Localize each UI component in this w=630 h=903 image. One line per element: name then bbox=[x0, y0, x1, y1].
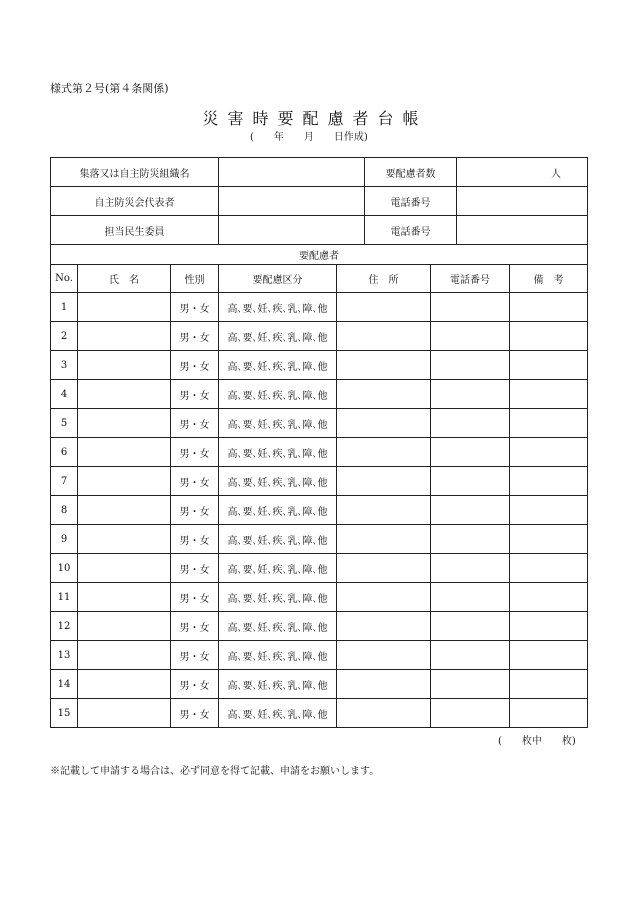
row-no: 12 bbox=[51, 612, 78, 641]
row-no: 10 bbox=[51, 554, 78, 583]
consent-note: ※記載して申請する場合は、必ず同意を得て記載、申請をお願いします。 bbox=[50, 766, 380, 777]
row-category-option[interactable]: 高､要､妊､疾､乳､障､他 bbox=[219, 351, 337, 380]
col-sex: 性別 bbox=[171, 265, 219, 293]
col-address: 住 所 bbox=[337, 265, 431, 293]
page-title: 災害時要配慮者台帳 bbox=[202, 109, 428, 128]
row-address-field[interactable] bbox=[337, 293, 431, 322]
table-row bbox=[51, 293, 588, 322]
row-remarks-field[interactable] bbox=[510, 293, 588, 322]
table-row bbox=[51, 583, 588, 612]
row-remarks-field[interactable] bbox=[510, 612, 588, 641]
table-row bbox=[51, 699, 588, 728]
row-phone-field[interactable] bbox=[431, 525, 510, 554]
row-phone-field[interactable] bbox=[431, 641, 510, 670]
row-address-field[interactable] bbox=[337, 670, 431, 699]
row-category-option[interactable]: 高､要､妊､疾､乳､障､他 bbox=[219, 409, 337, 438]
row-sex-option[interactable]: 男・女 bbox=[171, 438, 219, 467]
section-header-row bbox=[51, 245, 588, 265]
table-row bbox=[51, 554, 588, 583]
table-row bbox=[51, 467, 588, 496]
row-name-field[interactable] bbox=[78, 293, 171, 322]
row-remarks-field[interactable] bbox=[510, 554, 588, 583]
row-address-field[interactable] bbox=[337, 554, 431, 583]
header-row-commissioner bbox=[51, 216, 588, 245]
row-sex-option[interactable]: 男・女 bbox=[171, 293, 219, 322]
created-date: ( 年 月 日作成) bbox=[250, 132, 368, 143]
row-address-field[interactable] bbox=[337, 351, 431, 380]
row-phone-field[interactable] bbox=[431, 467, 510, 496]
row-remarks-field[interactable] bbox=[510, 351, 588, 380]
row-address-field[interactable] bbox=[337, 641, 431, 670]
row-name-field[interactable] bbox=[78, 380, 171, 409]
row-no: 2 bbox=[51, 322, 78, 351]
rep-phone-field[interactable] bbox=[457, 187, 588, 216]
row-remarks-field[interactable] bbox=[510, 438, 588, 467]
row-address-field[interactable] bbox=[337, 409, 431, 438]
row-remarks-field[interactable] bbox=[510, 670, 588, 699]
row-sex-option[interactable]: 男・女 bbox=[171, 322, 219, 351]
count-unit: 人 bbox=[551, 168, 561, 180]
row-no: 13 bbox=[51, 641, 78, 670]
row-name-field[interactable] bbox=[78, 322, 171, 351]
row-remarks-field[interactable] bbox=[510, 322, 588, 351]
commissioner-field[interactable] bbox=[219, 216, 365, 245]
rows-body bbox=[51, 293, 588, 728]
row-phone-field[interactable] bbox=[431, 496, 510, 525]
col-phone: 電話番号 bbox=[431, 265, 510, 293]
row-name-field[interactable] bbox=[78, 351, 171, 380]
row-phone-field[interactable] bbox=[431, 293, 510, 322]
rep-label: 自主防災会代表者 bbox=[51, 187, 219, 216]
row-no: 5 bbox=[51, 409, 78, 438]
count-label: 要配慮者数 bbox=[365, 158, 457, 187]
row-no: 6 bbox=[51, 438, 78, 467]
table-row bbox=[51, 670, 588, 699]
row-sex-option[interactable]: 男・女 bbox=[171, 409, 219, 438]
row-address-field[interactable] bbox=[337, 496, 431, 525]
commissioner-phone-label: 電話番号 bbox=[365, 216, 457, 245]
row-phone-field[interactable] bbox=[431, 409, 510, 438]
row-remarks-field[interactable] bbox=[510, 641, 588, 670]
row-address-field[interactable] bbox=[337, 467, 431, 496]
row-category-option[interactable]: 高､要､妊､疾､乳､障､他 bbox=[219, 670, 337, 699]
row-name-field[interactable] bbox=[78, 525, 171, 554]
row-category-option[interactable]: 高､要､妊､疾､乳､障､他 bbox=[219, 554, 337, 583]
header-row-representative bbox=[51, 187, 588, 216]
column-header-row bbox=[51, 265, 588, 293]
table-row bbox=[51, 612, 588, 641]
row-sex-option[interactable]: 男・女 bbox=[171, 467, 219, 496]
row-no: 8 bbox=[51, 496, 78, 525]
row-name-field[interactable] bbox=[78, 583, 171, 612]
row-category-option[interactable]: 高､要､妊､疾､乳､障､他 bbox=[219, 380, 337, 409]
table-row bbox=[51, 525, 588, 554]
row-sex-option[interactable]: 男・女 bbox=[171, 670, 219, 699]
row-phone-field[interactable] bbox=[431, 554, 510, 583]
table-row bbox=[51, 380, 588, 409]
row-phone-field[interactable] bbox=[431, 583, 510, 612]
rep-phone-label: 電話番号 bbox=[365, 187, 457, 216]
header-table bbox=[50, 157, 588, 245]
row-name-field[interactable] bbox=[78, 554, 171, 583]
commissioner-label: 担当民生委員 bbox=[51, 216, 219, 245]
row-sex-option[interactable]: 男・女 bbox=[171, 583, 219, 612]
row-phone-field[interactable] bbox=[431, 670, 510, 699]
row-name-field[interactable] bbox=[78, 409, 171, 438]
row-name-field[interactable] bbox=[78, 641, 171, 670]
row-category-option[interactable]: 高､要､妊､疾､乳､障､他 bbox=[219, 293, 337, 322]
rep-field[interactable] bbox=[219, 187, 365, 216]
sheet-count: ( 枚中 枚) bbox=[498, 736, 576, 747]
row-phone-field[interactable] bbox=[431, 351, 510, 380]
row-name-field[interactable] bbox=[78, 438, 171, 467]
row-name-field[interactable] bbox=[78, 699, 171, 728]
row-address-field[interactable] bbox=[337, 438, 431, 467]
row-sex-option[interactable]: 男・女 bbox=[171, 699, 219, 728]
col-remarks: 備 考 bbox=[510, 265, 588, 293]
row-address-field[interactable] bbox=[337, 583, 431, 612]
row-category-option[interactable]: 高､要､妊､疾､乳､障､他 bbox=[219, 525, 337, 554]
row-no: 9 bbox=[51, 525, 78, 554]
row-no: 4 bbox=[51, 380, 78, 409]
form-number: 様式第２号(第４条関係) bbox=[50, 82, 169, 95]
row-phone-field[interactable] bbox=[431, 438, 510, 467]
row-address-field[interactable] bbox=[337, 612, 431, 641]
row-category-option[interactable]: 高､要､妊､疾､乳､障､他 bbox=[219, 699, 337, 728]
row-name-field[interactable] bbox=[78, 612, 171, 641]
table-row bbox=[51, 438, 588, 467]
row-remarks-field[interactable] bbox=[510, 583, 588, 612]
row-phone-field[interactable] bbox=[431, 699, 510, 728]
table-row bbox=[51, 496, 588, 525]
row-no: 14 bbox=[51, 670, 78, 699]
count-field[interactable] bbox=[457, 158, 588, 187]
row-category-option[interactable]: 高､要､妊､疾､乳､障､他 bbox=[219, 322, 337, 351]
row-remarks-field[interactable] bbox=[510, 409, 588, 438]
row-remarks-field[interactable] bbox=[510, 380, 588, 409]
org-label: 集落又は自主防災組織名 bbox=[51, 158, 219, 187]
row-sex-option[interactable]: 男・女 bbox=[171, 554, 219, 583]
col-no: No. bbox=[51, 265, 78, 293]
row-no: 1 bbox=[51, 293, 78, 322]
row-category-option[interactable]: 高､要､妊､疾､乳､障､他 bbox=[219, 438, 337, 467]
row-address-field[interactable] bbox=[337, 380, 431, 409]
table-row bbox=[51, 409, 588, 438]
row-name-field[interactable] bbox=[78, 496, 171, 525]
row-category-option[interactable]: 高､要､妊､疾､乳､障､他 bbox=[219, 583, 337, 612]
row-remarks-field[interactable] bbox=[510, 699, 588, 728]
row-sex-option[interactable]: 男・女 bbox=[171, 380, 219, 409]
row-category-option[interactable]: 高､要､妊､疾､乳､障､他 bbox=[219, 612, 337, 641]
row-remarks-field[interactable] bbox=[510, 525, 588, 554]
row-sex-option[interactable]: 男・女 bbox=[171, 525, 219, 554]
row-no: 3 bbox=[51, 351, 78, 380]
row-sex-option[interactable]: 男・女 bbox=[171, 351, 219, 380]
col-category: 要配慮区分 bbox=[219, 265, 337, 293]
row-phone-field[interactable] bbox=[431, 380, 510, 409]
table-row bbox=[51, 641, 588, 670]
row-address-field[interactable] bbox=[337, 699, 431, 728]
table-row bbox=[51, 351, 588, 380]
row-no: 7 bbox=[51, 467, 78, 496]
row-no: 15 bbox=[51, 699, 78, 728]
commissioner-phone-field[interactable] bbox=[457, 216, 588, 245]
row-address-field[interactable] bbox=[337, 525, 431, 554]
org-field[interactable] bbox=[219, 158, 365, 187]
row-name-field[interactable] bbox=[78, 467, 171, 496]
persons-table bbox=[50, 244, 588, 728]
row-remarks-field[interactable] bbox=[510, 467, 588, 496]
row-remarks-field[interactable] bbox=[510, 496, 588, 525]
section-label: 要配慮者 bbox=[51, 245, 588, 265]
row-sex-option[interactable]: 男・女 bbox=[171, 612, 219, 641]
row-no: 11 bbox=[51, 583, 78, 612]
row-sex-option[interactable]: 男・女 bbox=[171, 496, 219, 525]
row-address-field[interactable] bbox=[337, 322, 431, 351]
row-category-option[interactable]: 高､要､妊､疾､乳､障､他 bbox=[219, 467, 337, 496]
row-phone-field[interactable] bbox=[431, 322, 510, 351]
header-row-org bbox=[51, 158, 588, 187]
row-name-field[interactable] bbox=[78, 670, 171, 699]
row-phone-field[interactable] bbox=[431, 612, 510, 641]
table-row bbox=[51, 322, 588, 351]
row-category-option[interactable]: 高､要､妊､疾､乳､障､他 bbox=[219, 496, 337, 525]
col-name: 氏 名 bbox=[78, 265, 171, 293]
row-category-option[interactable]: 高､要､妊､疾､乳､障､他 bbox=[219, 641, 337, 670]
row-sex-option[interactable]: 男・女 bbox=[171, 641, 219, 670]
